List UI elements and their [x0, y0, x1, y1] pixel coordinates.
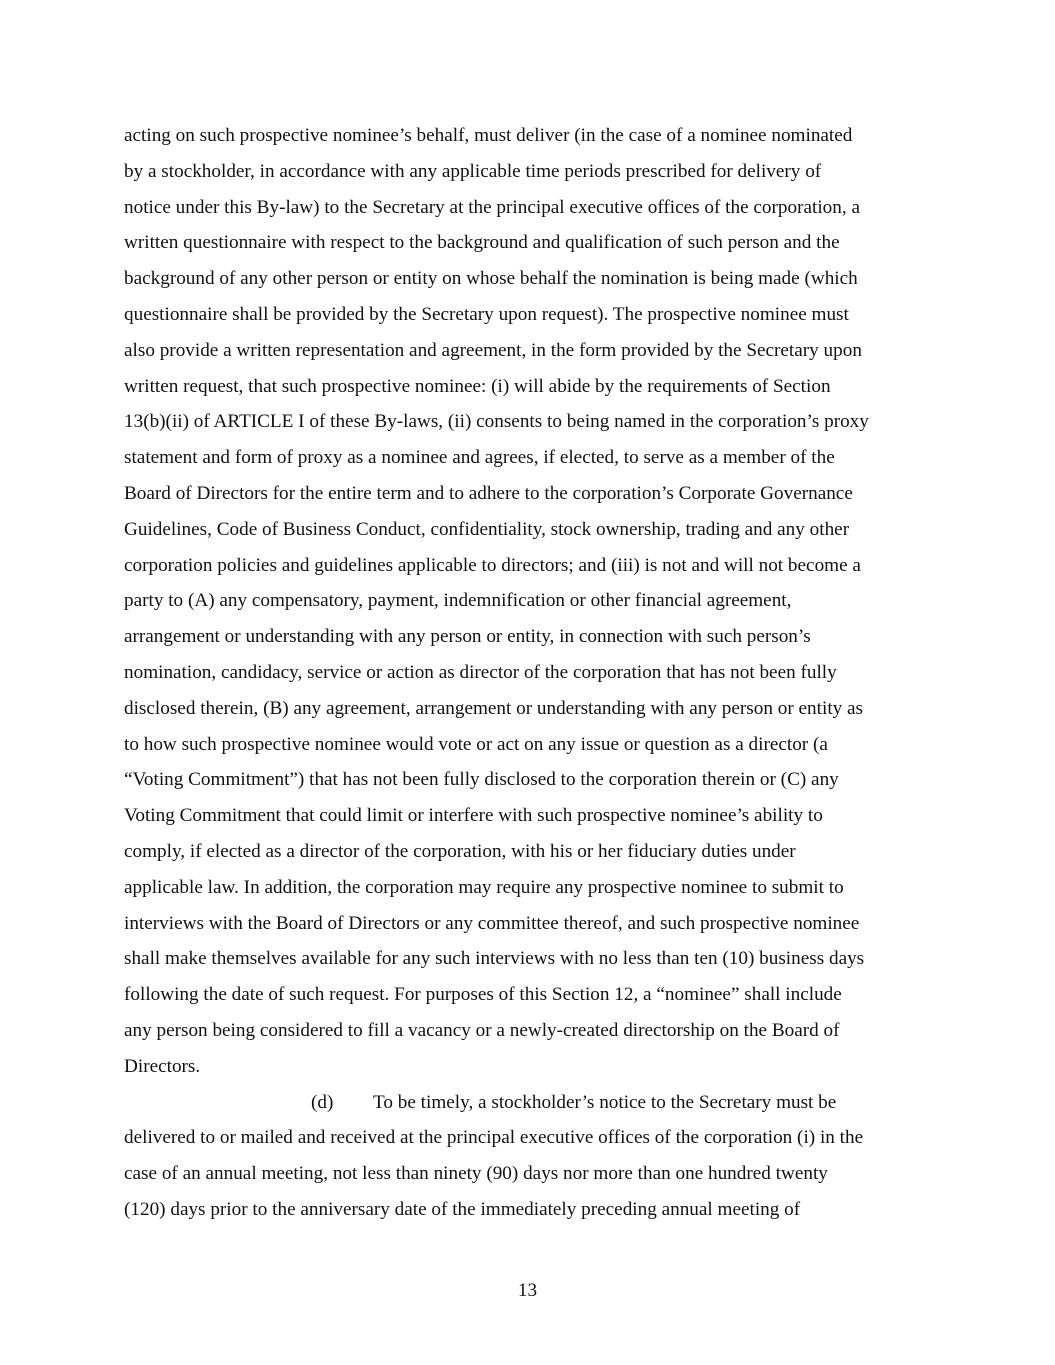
- text-line: notice under this By-law) to the Secretary at the principal executive offices of the corporation, a: [124, 196, 860, 218]
- text-line: comply, if elected as a director of the corporation, with his or her fiduciary duties under: [124, 840, 796, 862]
- text-line: also provide a written representation and agreement, in the form provided by the Secretary upon: [124, 339, 862, 361]
- text-line: nomination, candidacy, service or action as director of the corporation that has not been fully: [124, 661, 837, 683]
- subsection-heading-line: [124, 1085, 934, 1121]
- text-line: interviews with the Board of Directors or any committee thereof, and such prospective nominee: [124, 912, 860, 934]
- text-line: questionnaire shall be provided by the Secretary upon request). The prospective nominee must: [124, 303, 849, 325]
- body-text: [124, 118, 934, 1228]
- text-line: statement and form of proxy as a nominee and agrees, if elected, to serve as a member of the: [124, 447, 835, 469]
- text-line: Guidelines, Code of Business Conduct, confidentiality, stock ownership, trading and any other: [124, 518, 850, 540]
- text-line: applicable law. In addition, the corporation may require any prospective nominee to submit to: [124, 876, 844, 898]
- subsection-text-line: (120) days prior to the anniversary date of the immediately preceding annual meeting of: [124, 1198, 801, 1220]
- text-line: party to (A) any compensatory, payment, indemnification or other financial agreement,: [124, 590, 792, 612]
- text-line: “Voting Commitment”) that has not been fully disclosed to the corporation therein or (C) any: [124, 769, 839, 791]
- text-line: 13(b)(ii) of ARTICLE I of these By-laws, (ii) consents to being named in the corporation’s proxy: [124, 411, 869, 433]
- page-number: 13: [517, 1280, 538, 1301]
- subsection-marker: (d): [311, 1091, 334, 1113]
- text-line: arrangement or understanding with any person or entity, in connection with such person’s: [124, 626, 811, 648]
- text-line: any person being considered to fill a vacancy or a newly-created directorship on the Board of: [124, 1019, 840, 1041]
- text-line: corporation policies and guidelines applicable to directors; and (iii) is not and will not become a: [124, 554, 861, 576]
- subsection-text-line: case of an annual meeting, not less than ninety (90) days nor more than one hundred twenty: [124, 1163, 828, 1185]
- text-line: by a stockholder, in accordance with any applicable time periods prescribed for delivery of: [124, 160, 822, 182]
- text-line: following the date of such request. For purposes of this Section 12, a “nominee” shall include: [124, 984, 842, 1006]
- subsection-text-line: delivered to or mailed and received at the principal executive offices of the corporation (i) in the: [124, 1127, 864, 1149]
- text-line: Voting Commitment that could limit or interfere with such prospective nominee’s ability to: [124, 805, 823, 827]
- text-line: disclosed therein, (B) any agreement, arrangement or understanding with any person or entity as: [124, 697, 864, 719]
- text-line: shall make themselves available for any such interviews with no less than ten (10) business days: [124, 948, 865, 970]
- subsection-first-line: To be timely, a stockholder’s notice to the Secretary must be: [373, 1091, 837, 1113]
- text-line: written questionnaire with respect to the background and qualification of such person and the: [124, 232, 840, 254]
- text-line: to how such prospective nominee would vote or act on any issue or question as a director (a: [124, 733, 828, 755]
- text-line: written request, that such prospective nominee: (i) will abide by the requirements of Section: [124, 375, 831, 397]
- text-line: acting on such prospective nominee’s behalf, must deliver (in the case of a nominee nominated: [124, 125, 853, 146]
- text-line: background of any other person or entity on whose behalf the nomination is being made (which: [124, 268, 858, 290]
- text-line: Board of Directors for the entire term and to adhere to the corporation’s Corporate Governance: [124, 482, 853, 504]
- text-line: Directors.: [124, 1055, 201, 1077]
